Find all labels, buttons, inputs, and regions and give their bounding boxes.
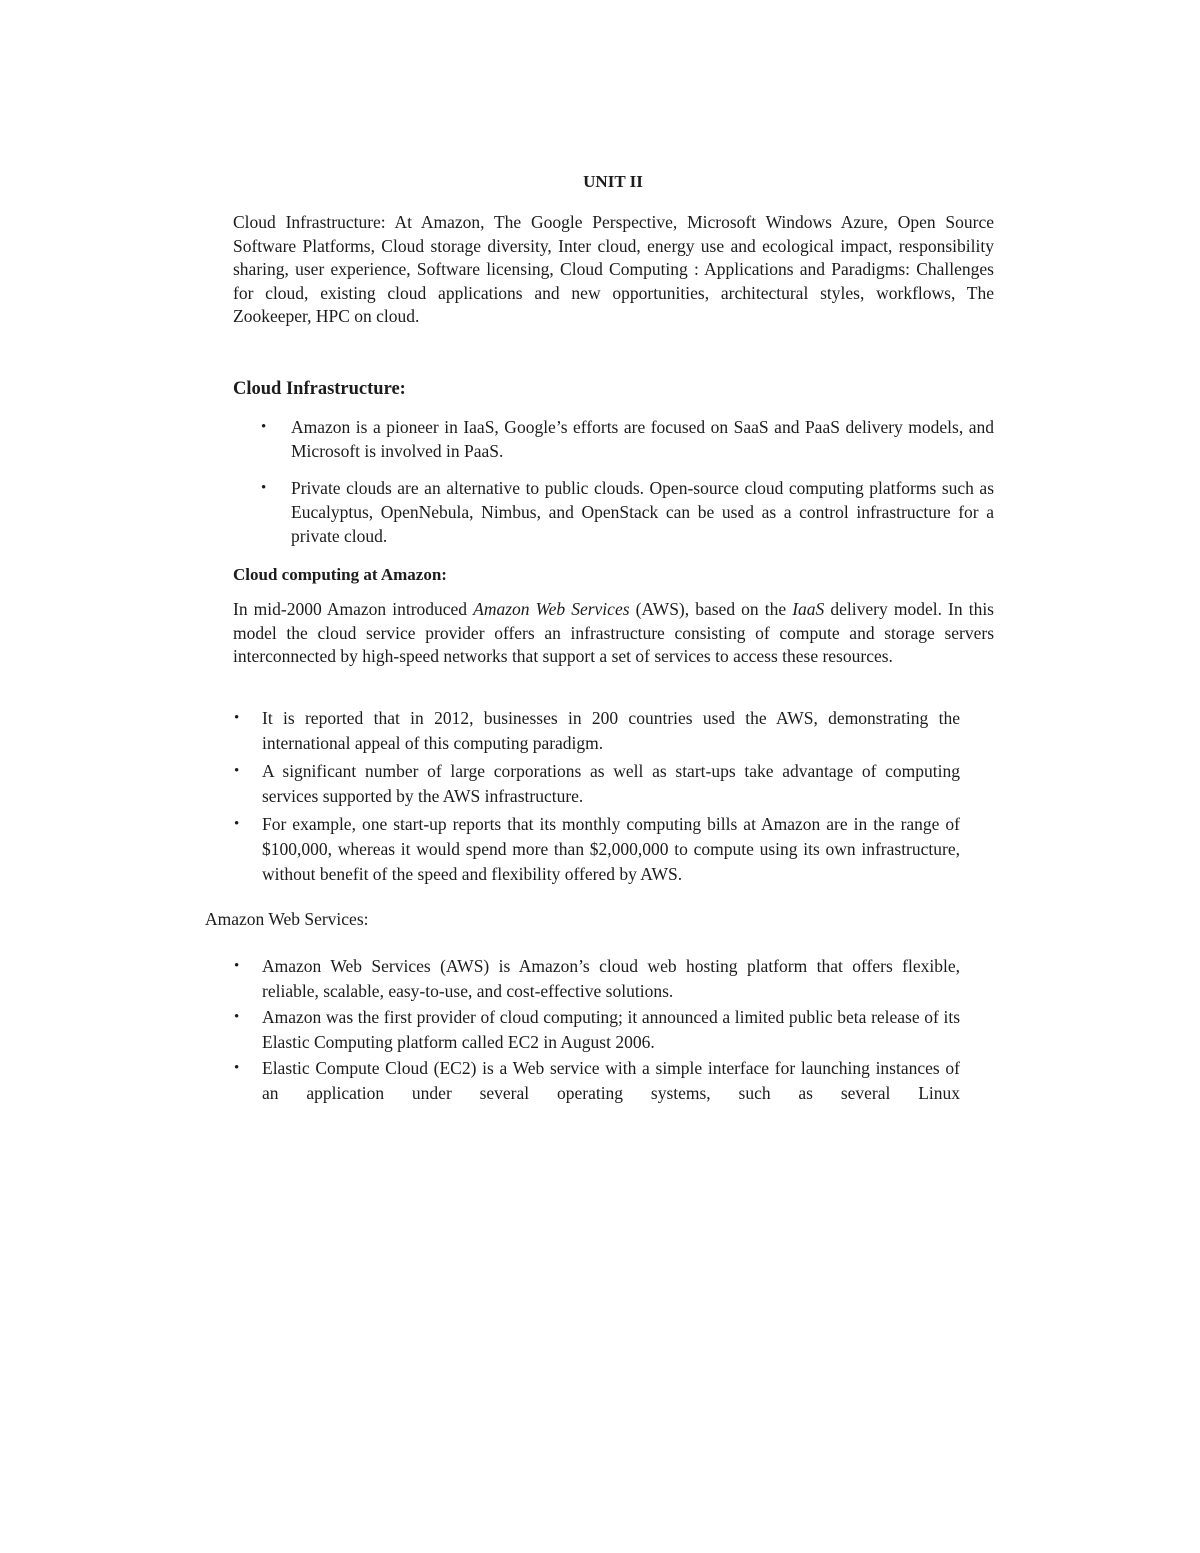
cloud-at-amazon-heading: Cloud computing at Amazon:	[233, 565, 447, 584]
syllabus-paragraph: Cloud Infrastructure: At Amazon, The Google Perspective, Microsoft Windows Azure, Open Source Software Platforms, Cloud storage diversity, Inter cloud, energy use and ecological impact, responsibility sharing, user experience, Software licensing, Cloud Computing : Applications and Paradigms: Challenges for cloud, existing cloud applications and new opportunities, architectural styles, workflows, The Zookeeper, HPC on cloud.	[233, 212, 994, 326]
list-item	[234, 706, 960, 756]
bullet-icon: •	[234, 958, 240, 974]
intro-text: (AWS), based on the	[629, 599, 793, 619]
list-item	[234, 759, 960, 809]
list-item-text: Amazon was the first provider of cloud computing; it announced a limited public beta release of its Elastic Computing platform called EC2 in August 2006.	[262, 1007, 960, 1052]
bullet-icon: •	[234, 763, 240, 779]
cloud-infrastructure-heading: Cloud Infrastructure:	[233, 379, 406, 399]
amazon-web-services-heading: Amazon Web Services:	[205, 909, 369, 929]
intro-italic-iaas: IaaS	[792, 599, 825, 619]
list-item-text: Private clouds are an alternative to public clouds. Open-source cloud computing platforms such as Eucalyptus, OpenNebula, Nimbus, and OpenStack can be used as a control infrastructure for a private cloud.	[291, 478, 994, 546]
list-item	[261, 476, 994, 548]
intro-text: In mid-2000 Amazon introduced	[233, 599, 474, 619]
list-item-text: Amazon is a pioneer in IaaS, Google’s efforts are focused on SaaS and PaaS delivery models, and Microsoft is involved in PaaS.	[291, 417, 994, 461]
list-item-text: Amazon Web Services (AWS) is Amazon’s cloud web hosting platform that offers flexible, reliable, scalable, easy-to-use, and cost-effective solutions.	[262, 956, 960, 1001]
bullet-icon: •	[234, 710, 240, 726]
bullet-icon: •	[261, 419, 267, 435]
bullet-icon: •	[261, 480, 267, 496]
bullet-icon: •	[234, 816, 240, 832]
intro-italic-aws: Amazon Web Services	[473, 599, 630, 619]
bullet-icon: •	[234, 1060, 240, 1076]
bullet-icon: •	[234, 1009, 240, 1025]
list-item-text: Elastic Compute Cloud (EC2) is a Web service with a simple interface for launching instances of an application under several operating systems, such as several Linux	[262, 1058, 960, 1103]
list-item	[234, 812, 960, 887]
amazon-web-services-list	[234, 954, 960, 1107]
cloud-infrastructure-list	[261, 415, 994, 561]
list-item	[234, 1056, 960, 1106]
aws-facts-list	[234, 706, 960, 890]
list-item-text: A significant number of large corporations as well as start-ups take advantage of computing services supported by the AWS infrastructure.	[262, 761, 960, 806]
list-item	[261, 415, 994, 463]
list-item-text: For example, one start-up reports that its monthly computing bills at Amazon are in the range of $100,000, whereas it would spend more than $2,000,000 to compute using its own infrastructure, without benefit of the speed and flexibility offered by AWS.	[262, 814, 960, 884]
list-item	[234, 954, 960, 1004]
intro-text: delivery model. In this model the cloud service provider offers an infrastructure consisting of compute and storage servers interconnected by high-speed networks that support a set of services to access these resources.	[233, 599, 994, 666]
list-item-text: It is reported that in 2012, businesses in 200 countries used the AWS, demonstrating the international appeal of this computing paradigm.	[262, 708, 960, 753]
unit-title: UNIT II	[583, 172, 643, 191]
list-item	[234, 1005, 960, 1055]
aws-intro-paragraph	[233, 598, 994, 669]
